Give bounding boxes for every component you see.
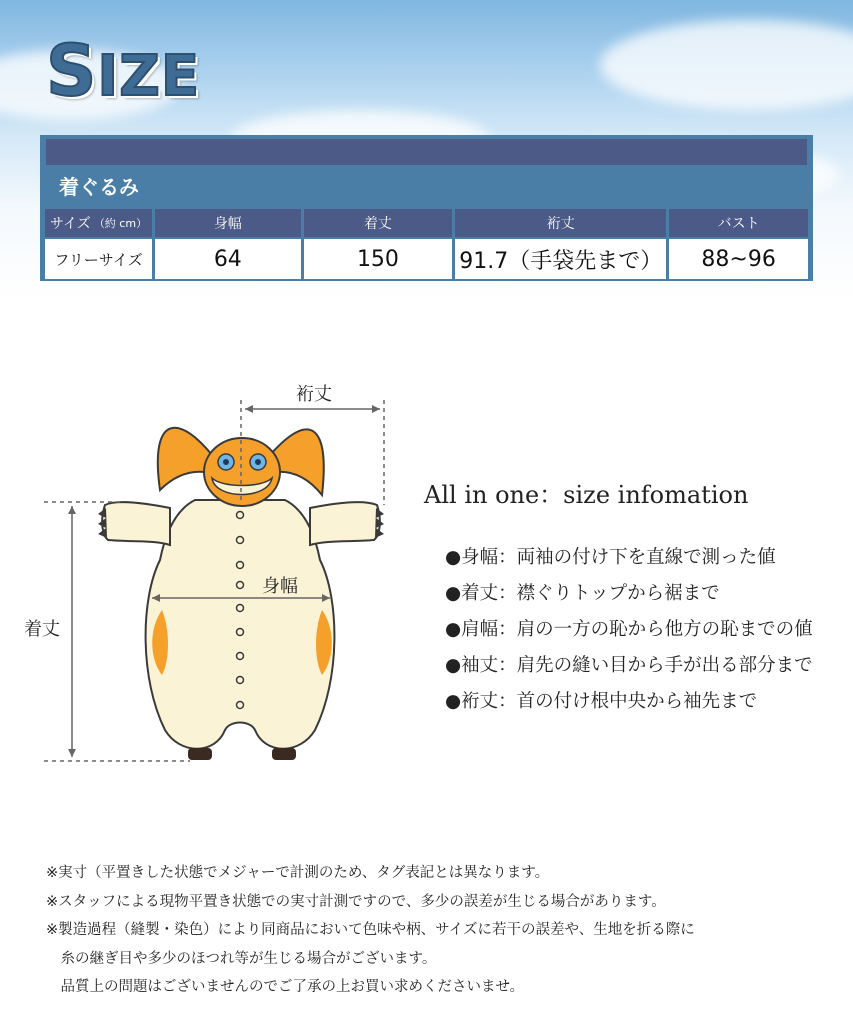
note-item: ※製造過程（縫製・染色）により同商品において色味や柄、サイズに若干の誤差や、生地を折る際に xyxy=(46,922,695,938)
info-title: All in one：size infomation xyxy=(424,481,749,509)
table-row xyxy=(45,239,808,279)
note-item: ※スタッフによる現物平置き状態での実寸計測ですので、多少の誤差が生じる場合があります。 xyxy=(46,893,666,910)
value-kitake: 150 xyxy=(304,239,453,279)
value-mihaba: 64 xyxy=(155,239,301,279)
notes-list xyxy=(46,862,695,1005)
info-item: ●裄丈：首の付け根中央から袖先まで xyxy=(445,691,758,712)
info-list xyxy=(445,545,813,725)
size-diagram xyxy=(0,360,420,790)
info-item: ●身幅：両袖の付け下を直線で測った値 xyxy=(445,547,776,568)
header-size: サイズ （約 cm） xyxy=(45,209,152,237)
info-item: ●袖丈：肩先の縫い目から手が出る部分まで xyxy=(445,655,813,676)
note-item: ※実寸（平置きした状態でメジャーで計測のため、タグ表記とは異なります。 xyxy=(46,865,550,881)
row-label: フリーサイズ xyxy=(45,239,152,279)
label-yukitake: 裄丈 xyxy=(296,384,332,405)
header-bust: バスト xyxy=(669,209,808,237)
label-mihaba: 身幅 xyxy=(262,576,298,597)
note-item: 糸の継ぎ目や多少のほつれ等が生じる場合がございます。 xyxy=(46,950,437,967)
header-yukitake: 裄丈 xyxy=(455,209,666,237)
table-header-row xyxy=(45,209,808,237)
info-item: ●肩幅：肩の一方の恥から他方の恥までの値 xyxy=(445,619,813,640)
label-kitake: 着丈 xyxy=(24,619,60,640)
page-title: SIZE xyxy=(46,30,201,112)
value-bust: 88~96 xyxy=(669,239,808,279)
table-subtitle: 着ぐるみ xyxy=(59,175,139,199)
header-kitake: 着丈 xyxy=(304,209,453,237)
costume-illustration xyxy=(0,360,420,790)
note-item: 品質上の問題はございませんのでご了承の上お買い求めくださいませ。 xyxy=(46,979,525,995)
header-mihaba: 身幅 xyxy=(155,209,301,237)
table-top-bar xyxy=(46,139,807,165)
info-item: ●着丈：襟ぐりトップから裾まで xyxy=(445,583,720,604)
size-table xyxy=(40,135,813,281)
value-yukitake: 91.7（手袋先まで） xyxy=(455,239,666,279)
